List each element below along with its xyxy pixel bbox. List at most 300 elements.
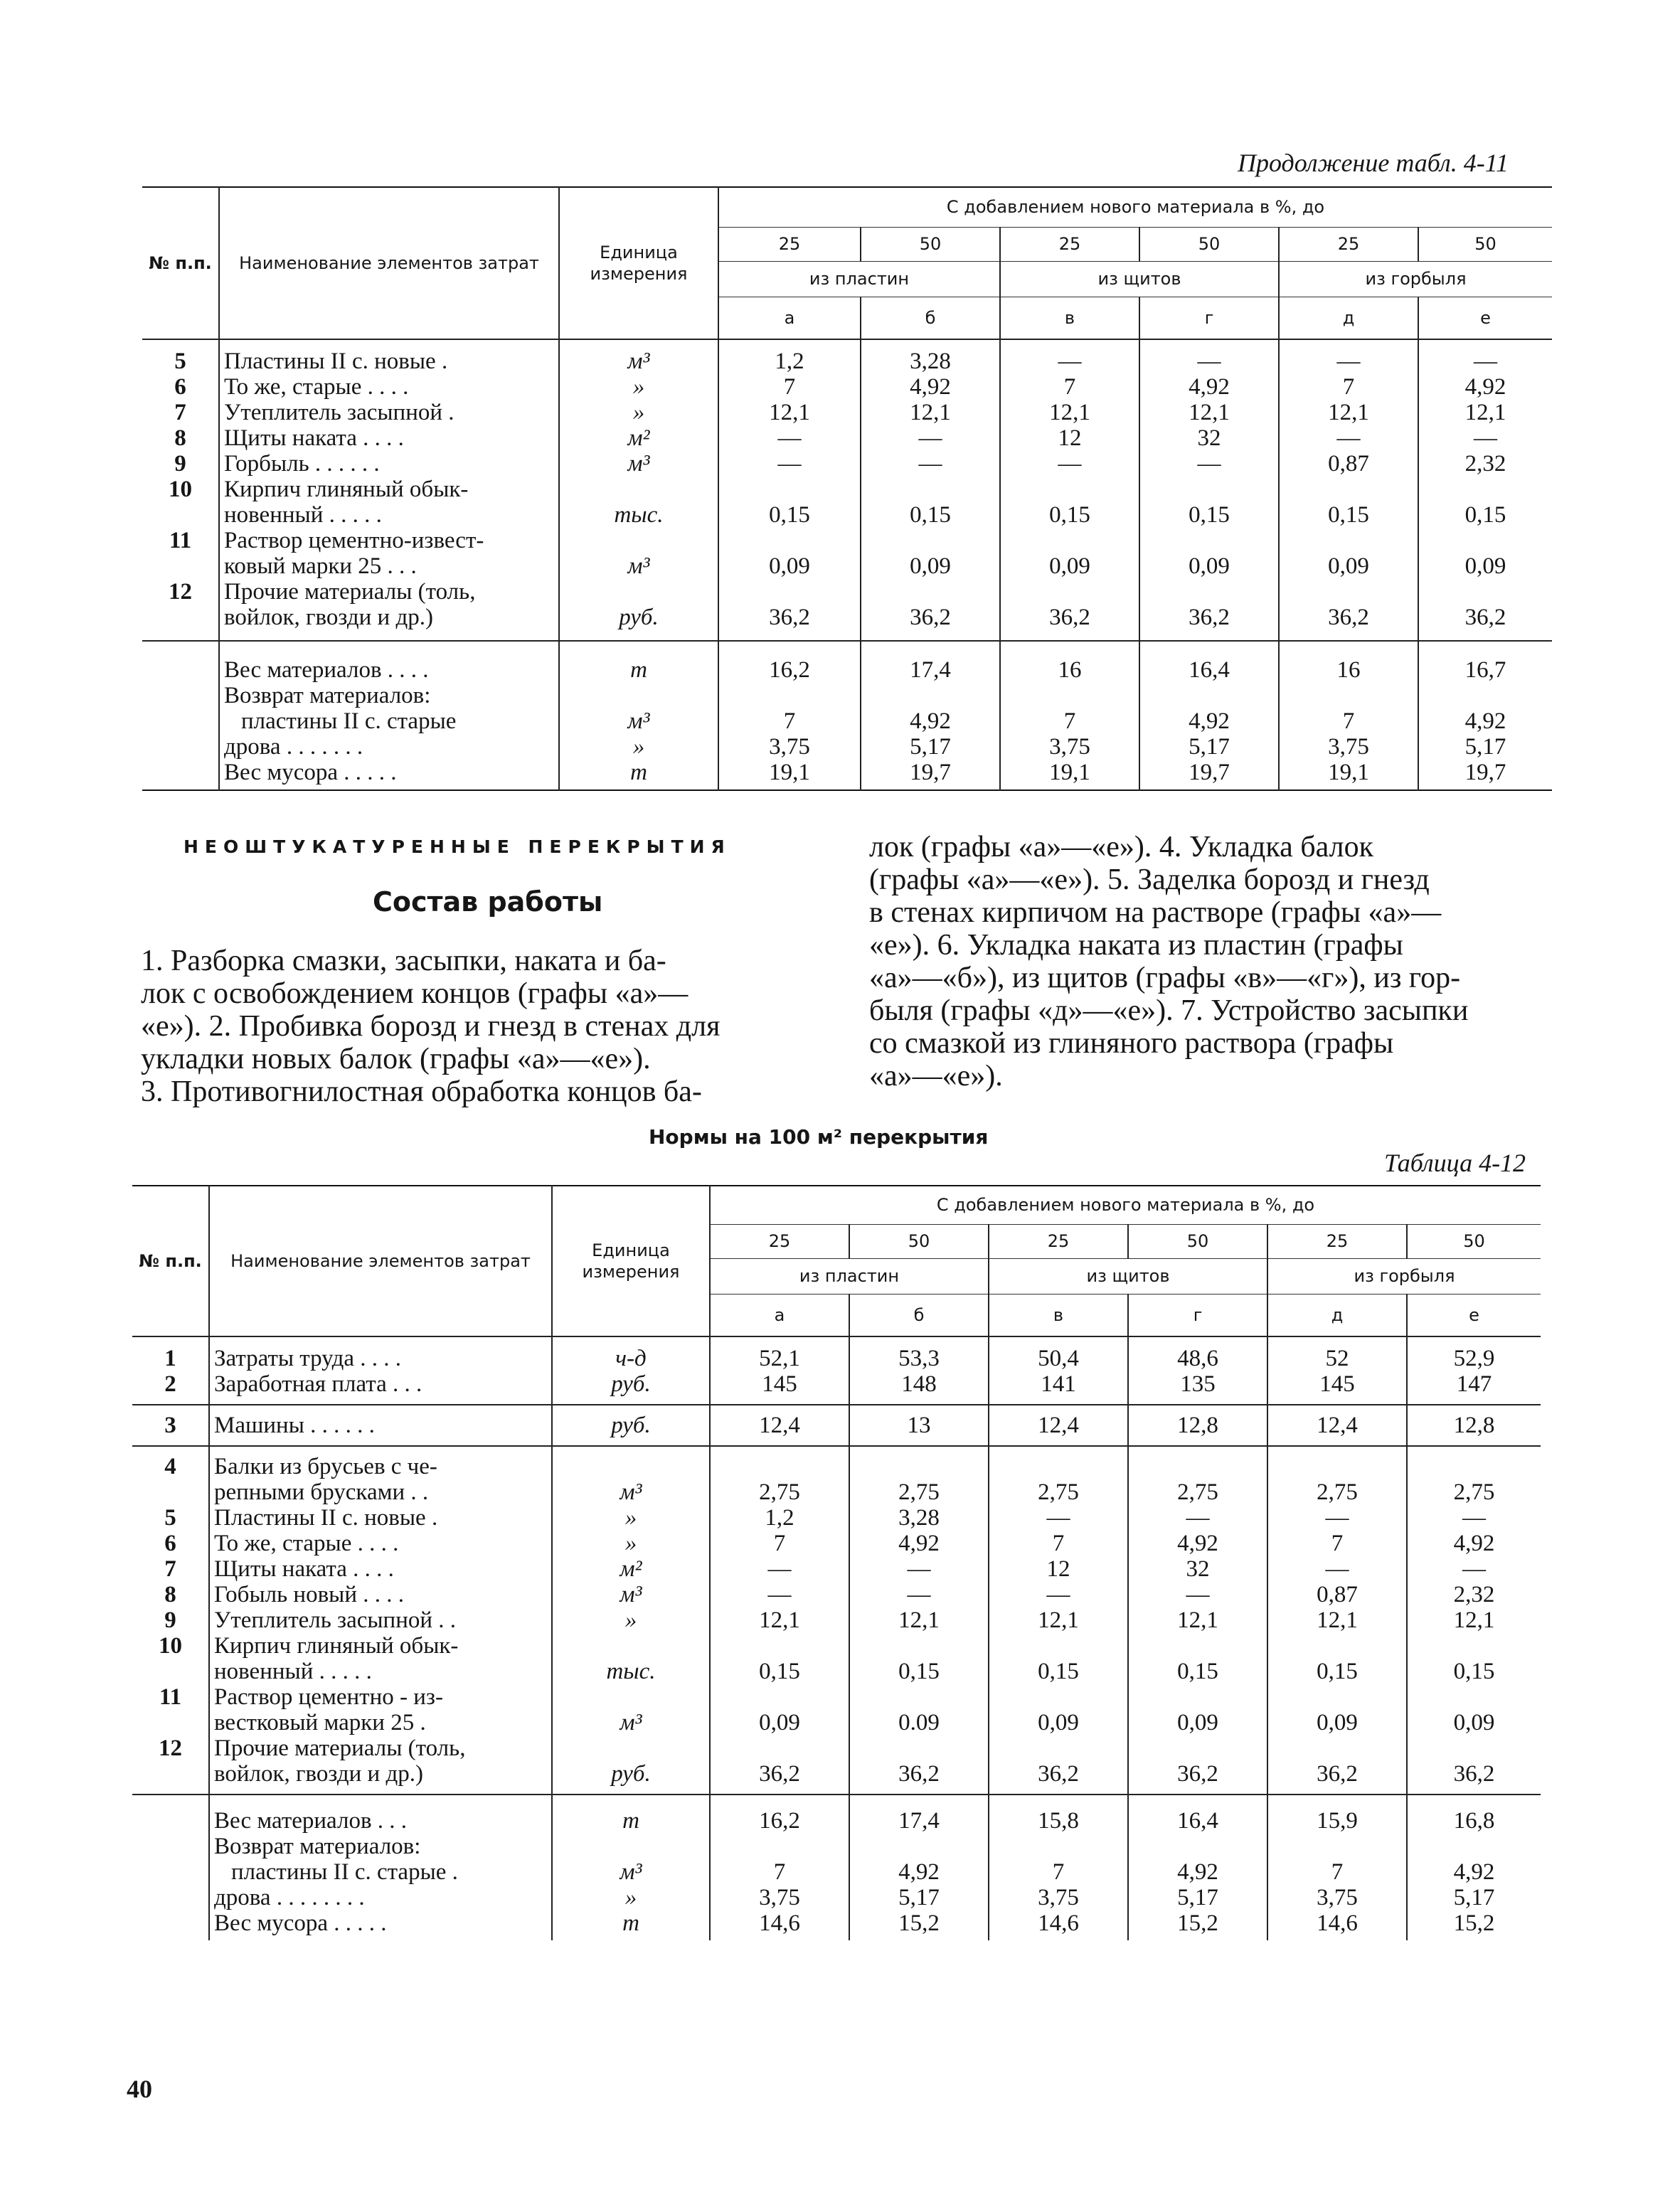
row-name-line: новенный . . . . . xyxy=(214,1659,372,1684)
row-value: — xyxy=(989,1505,1128,1531)
header-pct: 50 xyxy=(1407,1224,1541,1258)
row-number: 10 xyxy=(159,1633,182,1659)
row-value: 12,8 xyxy=(1128,1405,1267,1446)
work-text-line: «а»—«б»), из щитов (графы «в»—«г»), из гор- xyxy=(869,962,1461,994)
row-value: 12 xyxy=(1000,425,1139,451)
header-letter: а xyxy=(718,297,861,339)
row-value: 0,15 xyxy=(1279,477,1418,528)
row-value: 3,28 xyxy=(849,1505,989,1531)
work-text-line: «е»). 2. Пробивка борозд и гнезд в стенах для xyxy=(141,1010,721,1043)
row-name xyxy=(219,400,559,425)
row-value: 0,09 xyxy=(1407,1684,1541,1735)
row-value: 0,09 xyxy=(861,528,1000,579)
row-value: — xyxy=(1267,1505,1407,1531)
row-value: 4,92 xyxy=(849,1531,989,1556)
summary-value: 14,6 xyxy=(710,1910,849,1940)
summary-value: 14,6 xyxy=(989,1910,1128,1940)
work-text-line: укладки новых балок (графы «а»—«е»). xyxy=(141,1043,651,1075)
row-name-line: Утеплитель засыпной . xyxy=(224,400,454,425)
row-value: 4,92 xyxy=(1139,374,1279,400)
table2-caption: Таблица 4-12 xyxy=(1384,1149,1526,1177)
row-unit: м³ xyxy=(552,1582,710,1607)
row-name-line: Раствор цементно - из- xyxy=(214,1684,443,1710)
header-unit: Единица измерения xyxy=(552,1186,710,1336)
header-pct: 50 xyxy=(849,1224,989,1258)
row-unit: » xyxy=(559,400,718,425)
summary-value: 15,2 xyxy=(1128,1910,1267,1940)
summary-value: 16 xyxy=(1000,641,1139,683)
summary-value: 5,17 xyxy=(1139,734,1279,760)
work-text-line: «а»—«е»). xyxy=(869,1060,1003,1092)
summary-value: 16,4 xyxy=(1128,1795,1267,1834)
row-unit: м³ xyxy=(552,1684,710,1735)
row-value: 2,75 xyxy=(1407,1446,1541,1505)
row-value: — xyxy=(718,451,861,477)
row-value: 36,2 xyxy=(1267,1735,1407,1795)
row-value: — xyxy=(1407,1505,1541,1531)
row-name-line: То же, старые . . . . xyxy=(214,1531,399,1556)
summary-value: 16,8 xyxy=(1407,1795,1541,1834)
summary-blank xyxy=(132,1834,209,1859)
row-value: 1,2 xyxy=(718,339,861,374)
row-name-line: То же, старые . . . . xyxy=(224,374,409,400)
row-unit: руб. xyxy=(559,579,718,641)
row-name-line: Прочие материалы (толь, xyxy=(224,579,476,605)
row-value: 12,8 xyxy=(1407,1405,1541,1446)
row-number: 11 xyxy=(159,1684,182,1710)
summary-value xyxy=(710,1834,849,1859)
summary-value: 3,75 xyxy=(718,734,861,760)
summary-value xyxy=(861,683,1000,708)
row-value: 0,15 xyxy=(1000,477,1139,528)
header-letter: б xyxy=(861,297,1000,339)
norms-caption: Нормы на 100 м² перекрытия xyxy=(649,1125,989,1149)
table-row xyxy=(132,1607,1541,1633)
row-value: 50,4 xyxy=(989,1336,1128,1371)
summary-value: 4,92 xyxy=(1128,1859,1267,1885)
summary-value xyxy=(1279,683,1418,708)
row-value: — xyxy=(849,1556,989,1582)
summary-name: Возврат материалов: xyxy=(219,683,559,708)
header-letter: д xyxy=(1279,297,1418,339)
table-row xyxy=(142,451,1552,477)
row-value: 4,92 xyxy=(1418,374,1552,400)
summary-blank xyxy=(142,760,219,790)
row-value: — xyxy=(1279,425,1418,451)
header-pct: 50 xyxy=(1128,1224,1267,1258)
summary-name: пластины II с. старые xyxy=(219,708,559,734)
summary-unit: т xyxy=(552,1795,710,1834)
summary-row xyxy=(142,641,1552,683)
row-value: 12,1 xyxy=(1128,1607,1267,1633)
summary-value: 16,4 xyxy=(1139,641,1279,683)
summary-value: 7 xyxy=(1267,1859,1407,1885)
work-text-line: 1. Разборка смазки, засыпки, наката и ба- xyxy=(141,945,666,977)
row-value: — xyxy=(1418,425,1552,451)
row-value: 147 xyxy=(1407,1371,1541,1405)
header-letter: б xyxy=(849,1294,989,1336)
summary-value: 7 xyxy=(1000,708,1139,734)
row-name-line: Щиты наката . . . . xyxy=(214,1556,394,1582)
summary-unit: т xyxy=(552,1910,710,1940)
summary-value: 15,2 xyxy=(849,1910,989,1940)
row-unit: м³ xyxy=(552,1446,710,1505)
row-value: 12,1 xyxy=(1139,400,1279,425)
row-value: 53,3 xyxy=(849,1336,989,1371)
summary-value: 3,75 xyxy=(1279,734,1418,760)
row-value: — xyxy=(710,1556,849,1582)
row-number: 8 xyxy=(164,1582,176,1607)
row-value: 0,15 xyxy=(1418,477,1552,528)
row-name xyxy=(209,1556,552,1582)
row-value: 48,6 xyxy=(1128,1336,1267,1371)
row-value: — xyxy=(1407,1556,1541,1582)
row-name xyxy=(209,1582,552,1607)
row-name xyxy=(209,1607,552,1633)
row-name xyxy=(219,374,559,400)
row-name-line: Гобыль новый . . . . xyxy=(214,1582,404,1607)
table-row xyxy=(132,1336,1541,1371)
row-value: 36,2 xyxy=(1139,579,1279,641)
summary-value: 7 xyxy=(718,708,861,734)
row-name-line: Горбыль . . . . . . xyxy=(224,451,380,477)
row-number: 9 xyxy=(164,1607,176,1633)
table-row xyxy=(132,1735,1541,1795)
summary-name: Вес мусора . . . . . xyxy=(219,760,559,790)
row-value: 0,87 xyxy=(1267,1582,1407,1607)
row-value: 0,15 xyxy=(1267,1633,1407,1684)
summary-value: 4,92 xyxy=(849,1859,989,1885)
row-value: — xyxy=(989,1582,1128,1607)
row-value: 0,87 xyxy=(1279,451,1418,477)
row-value: 52 xyxy=(1267,1336,1407,1371)
header-num: № п.п. xyxy=(142,187,219,339)
summary-value: 3,75 xyxy=(1267,1885,1407,1910)
summary-blank xyxy=(132,1795,209,1834)
row-value: 0,09 xyxy=(710,1684,849,1735)
row-number: 9 xyxy=(174,451,186,477)
row-value: 12,1 xyxy=(1418,400,1552,425)
table-row xyxy=(142,425,1552,451)
row-unit: руб. xyxy=(552,1371,710,1405)
row-number: 8 xyxy=(174,425,186,451)
summary-unit: м³ xyxy=(552,1859,710,1885)
work-text-right xyxy=(869,831,1553,1092)
row-name xyxy=(219,451,559,477)
summary-value: 5,17 xyxy=(861,734,1000,760)
row-name-line: Раствор цементно-извест- xyxy=(224,528,484,553)
summary-unit: т xyxy=(559,760,718,790)
row-number: 6 xyxy=(164,1531,176,1556)
summary-value: 19,7 xyxy=(1418,760,1552,790)
summary-value: 15,9 xyxy=(1267,1795,1407,1834)
row-name-line: Щиты наката . . . . xyxy=(224,425,404,451)
row-value: 7 xyxy=(1000,374,1139,400)
row-number: 7 xyxy=(164,1556,176,1582)
row-name xyxy=(209,1531,552,1556)
summary-value xyxy=(1407,1834,1541,1859)
row-name-line: новенный . . . . . xyxy=(224,502,382,528)
summary-value: 4,92 xyxy=(1407,1859,1541,1885)
summary-name: дрова . . . . . . . . xyxy=(209,1885,552,1910)
row-unit: руб. xyxy=(552,1405,710,1446)
row-value: 0,09 xyxy=(1279,528,1418,579)
row-value: — xyxy=(861,425,1000,451)
row-value: 0,09 xyxy=(718,528,861,579)
row-value: 0,15 xyxy=(861,477,1000,528)
row-value: — xyxy=(861,451,1000,477)
row-name-line: войлок, гвозди и др.) xyxy=(224,605,433,630)
row-number: 12 xyxy=(142,579,219,641)
row-number: 6 xyxy=(174,374,186,400)
row-name-line: Затраты труда . . . . xyxy=(214,1346,402,1371)
row-name xyxy=(209,1684,552,1735)
header-material: из горбыля xyxy=(1267,1258,1541,1294)
table1-caption: Продолжение табл. 4-11 xyxy=(1238,149,1509,177)
row-value: 12,1 xyxy=(718,400,861,425)
row-value: 0,09 xyxy=(1128,1684,1267,1735)
row-number: 5 xyxy=(164,1505,176,1531)
row-value: 0,09 xyxy=(1267,1684,1407,1735)
row-value: — xyxy=(1139,451,1279,477)
row-value: 36,2 xyxy=(861,579,1000,641)
row-value: 135 xyxy=(1128,1371,1267,1405)
row-value: 7 xyxy=(1279,374,1418,400)
summary-value: 16,7 xyxy=(1418,641,1552,683)
row-name xyxy=(209,1446,552,1505)
row-name-line: репными брусками . . xyxy=(214,1479,429,1505)
summary-value: 7 xyxy=(1279,708,1418,734)
row-value: 0,09 xyxy=(1000,528,1139,579)
header-num: № п.п. xyxy=(132,1186,209,1336)
row-value: 12,4 xyxy=(989,1405,1128,1446)
row-unit: тыс. xyxy=(559,477,718,528)
row-value: 36,2 xyxy=(849,1735,989,1795)
row-value: — xyxy=(1139,339,1279,374)
table-row xyxy=(132,1371,1541,1405)
table-row xyxy=(142,528,1552,579)
row-unit: руб. xyxy=(552,1735,710,1795)
row-name-line: Заработная плата . . . xyxy=(214,1371,422,1397)
header-group-title: С добавлением нового материала в %, до xyxy=(710,1186,1541,1224)
row-value: 12,1 xyxy=(989,1607,1128,1633)
summary-value xyxy=(849,1834,989,1859)
row-value: 1,2 xyxy=(710,1505,849,1531)
summary-blank xyxy=(132,1910,209,1940)
summary-value: 19,1 xyxy=(718,760,861,790)
row-number: 1 xyxy=(164,1346,176,1371)
row-value: 0,15 xyxy=(849,1633,989,1684)
header-material: из пластин xyxy=(710,1258,989,1294)
row-value: 36,2 xyxy=(1418,579,1552,641)
summary-value: 19,7 xyxy=(861,760,1000,790)
header-material: из щитов xyxy=(1000,261,1279,297)
row-value: 36,2 xyxy=(1128,1735,1267,1795)
work-text-line: быля (графы «д»—«е»). 7. Устройство засыпки xyxy=(869,994,1469,1027)
header-letter: д xyxy=(1267,1294,1407,1336)
header-pct: 25 xyxy=(989,1224,1128,1258)
row-name-line: Пластины II с. новые . xyxy=(214,1505,438,1531)
row-unit: м² xyxy=(552,1556,710,1582)
header-pct: 25 xyxy=(1279,227,1418,261)
header-material: из пластин xyxy=(718,261,1000,297)
row-value: 2,75 xyxy=(710,1446,849,1505)
row-value: 36,2 xyxy=(718,579,861,641)
row-value: 36,2 xyxy=(1407,1735,1541,1795)
summary-value: 16,2 xyxy=(710,1795,849,1834)
row-name xyxy=(219,579,559,641)
row-value: 12,1 xyxy=(861,400,1000,425)
row-value: 12,4 xyxy=(710,1405,849,1446)
summary-unit: м³ xyxy=(559,708,718,734)
summary-name: Возврат материалов: xyxy=(209,1834,552,1859)
row-value: 7 xyxy=(710,1531,849,1556)
row-name-line: Прочие материалы (толь, xyxy=(214,1735,466,1761)
summary-row xyxy=(132,1834,1541,1859)
summary-row xyxy=(132,1795,1541,1834)
work-text-line: «е»). 6. Укладка наката из пластин (графы xyxy=(869,929,1403,962)
row-value: — xyxy=(1128,1505,1267,1531)
summary-row xyxy=(142,708,1552,734)
header-material: из горбыля xyxy=(1279,261,1552,297)
table-row xyxy=(132,1556,1541,1582)
summary-value xyxy=(1418,683,1552,708)
row-name-line: Кирпич глиняный обык- xyxy=(214,1633,459,1659)
row-value: — xyxy=(1279,339,1418,374)
row-value: 12,4 xyxy=(1267,1405,1407,1446)
summary-name: Вес материалов . . . xyxy=(209,1795,552,1834)
row-value: 36,2 xyxy=(989,1735,1128,1795)
summary-row xyxy=(142,683,1552,708)
work-text-line: со смазкой из глиняного раствора (графы xyxy=(869,1027,1394,1060)
row-unit: м³ xyxy=(559,339,718,374)
header-letter: г xyxy=(1139,297,1279,339)
row-number: 12 xyxy=(132,1735,209,1795)
summary-value xyxy=(718,683,861,708)
summary-blank xyxy=(142,708,219,734)
row-value: 2,32 xyxy=(1418,451,1552,477)
summary-value: 17,4 xyxy=(861,641,1000,683)
summary-value: 5,17 xyxy=(1418,734,1552,760)
header-name: Наименование элементов затрат xyxy=(209,1186,552,1336)
summary-blank xyxy=(142,734,219,760)
summary-row xyxy=(132,1910,1541,1940)
header-pct: 50 xyxy=(861,227,1000,261)
row-value: 36,2 xyxy=(710,1735,849,1795)
table-row xyxy=(142,579,1552,641)
work-text-line: лок (графы «а»—«е»). 4. Укладка балок xyxy=(869,831,1373,863)
row-number: 3 xyxy=(132,1405,209,1446)
work-text-line: в стенах кирпичом на растворе (графы «а»— xyxy=(869,896,1442,929)
row-value: 0.09 xyxy=(849,1684,989,1735)
summary-value: 4,92 xyxy=(1139,708,1279,734)
header-pct: 50 xyxy=(1418,227,1552,261)
header-pct: 25 xyxy=(710,1224,849,1258)
row-name xyxy=(219,425,559,451)
summary-blank xyxy=(142,641,219,683)
summary-value: 7 xyxy=(989,1859,1128,1885)
row-value: 12,1 xyxy=(1267,1607,1407,1633)
row-name-line: ковый марки 25 . . . xyxy=(224,553,417,579)
table-row xyxy=(132,1405,1541,1446)
summary-value: 15,8 xyxy=(989,1795,1128,1834)
row-unit: м³ xyxy=(559,451,718,477)
summary-blank xyxy=(132,1859,209,1885)
row-value: 0,15 xyxy=(718,477,861,528)
header-material: из щитов xyxy=(989,1258,1267,1294)
header-pct: 25 xyxy=(1267,1224,1407,1258)
row-name-line: Машины . . . . . . xyxy=(214,1413,375,1438)
row-value: 36,2 xyxy=(1000,579,1139,641)
row-value: 2,75 xyxy=(849,1446,989,1505)
summary-value: 17,4 xyxy=(849,1795,989,1834)
row-name xyxy=(219,528,559,579)
row-value: 7 xyxy=(1267,1531,1407,1556)
work-text-line: 3. Противогнилостная обработка концов ба- xyxy=(141,1075,702,1108)
row-number: 7 xyxy=(174,400,186,425)
row-value: 0,15 xyxy=(989,1633,1128,1684)
row-value: 2,75 xyxy=(1128,1446,1267,1505)
summary-value: 5,17 xyxy=(1407,1885,1541,1910)
table-row xyxy=(132,1582,1541,1607)
row-unit: м² xyxy=(559,425,718,451)
row-name-line: Кирпич глиняный обык- xyxy=(224,477,469,502)
row-unit: » xyxy=(552,1531,710,1556)
row-name-line: вестковый марки 25 . xyxy=(214,1710,426,1735)
summary-name: Вес мусора . . . . . xyxy=(209,1910,552,1940)
summary-value: 14,6 xyxy=(1267,1910,1407,1940)
row-value: — xyxy=(710,1582,849,1607)
summary-blank xyxy=(142,683,219,708)
row-value: 12 xyxy=(989,1556,1128,1582)
row-value: 4,92 xyxy=(861,374,1000,400)
table-row xyxy=(142,339,1552,374)
summary-name: дрова . . . . . . . xyxy=(219,734,559,760)
row-unit: ч-д xyxy=(552,1336,710,1371)
row-value: 12,1 xyxy=(849,1607,989,1633)
header-letter: е xyxy=(1418,297,1552,339)
row-value: 0,09 xyxy=(989,1684,1128,1735)
summary-unit: т xyxy=(559,641,718,683)
summary-value: 16 xyxy=(1279,641,1418,683)
row-number: 4 xyxy=(164,1454,176,1479)
summary-value: 15,2 xyxy=(1407,1910,1541,1940)
row-value: — xyxy=(849,1582,989,1607)
work-text-left xyxy=(141,945,821,1108)
summary-value xyxy=(1128,1834,1267,1859)
header-letter: г xyxy=(1128,1294,1267,1336)
row-value: 145 xyxy=(710,1371,849,1405)
summary-value: 5,17 xyxy=(849,1885,989,1910)
row-value: — xyxy=(1000,339,1139,374)
row-name-line: Утеплитель засыпной . . xyxy=(214,1607,457,1633)
row-value: 3,28 xyxy=(861,339,1000,374)
table-row xyxy=(132,1505,1541,1531)
row-value: — xyxy=(1267,1556,1407,1582)
table-row xyxy=(142,400,1552,425)
summary-row xyxy=(132,1885,1541,1910)
row-value: 2,32 xyxy=(1407,1582,1541,1607)
row-value: 12,1 xyxy=(1407,1607,1541,1633)
row-name xyxy=(209,1336,552,1371)
row-value: 32 xyxy=(1128,1556,1267,1582)
summary-value: 3,75 xyxy=(989,1885,1128,1910)
summary-value: 7 xyxy=(710,1859,849,1885)
row-value: 0,09 xyxy=(1139,528,1279,579)
row-number: 11 xyxy=(169,528,192,553)
row-value: — xyxy=(1128,1582,1267,1607)
row-value: 32 xyxy=(1139,425,1279,451)
